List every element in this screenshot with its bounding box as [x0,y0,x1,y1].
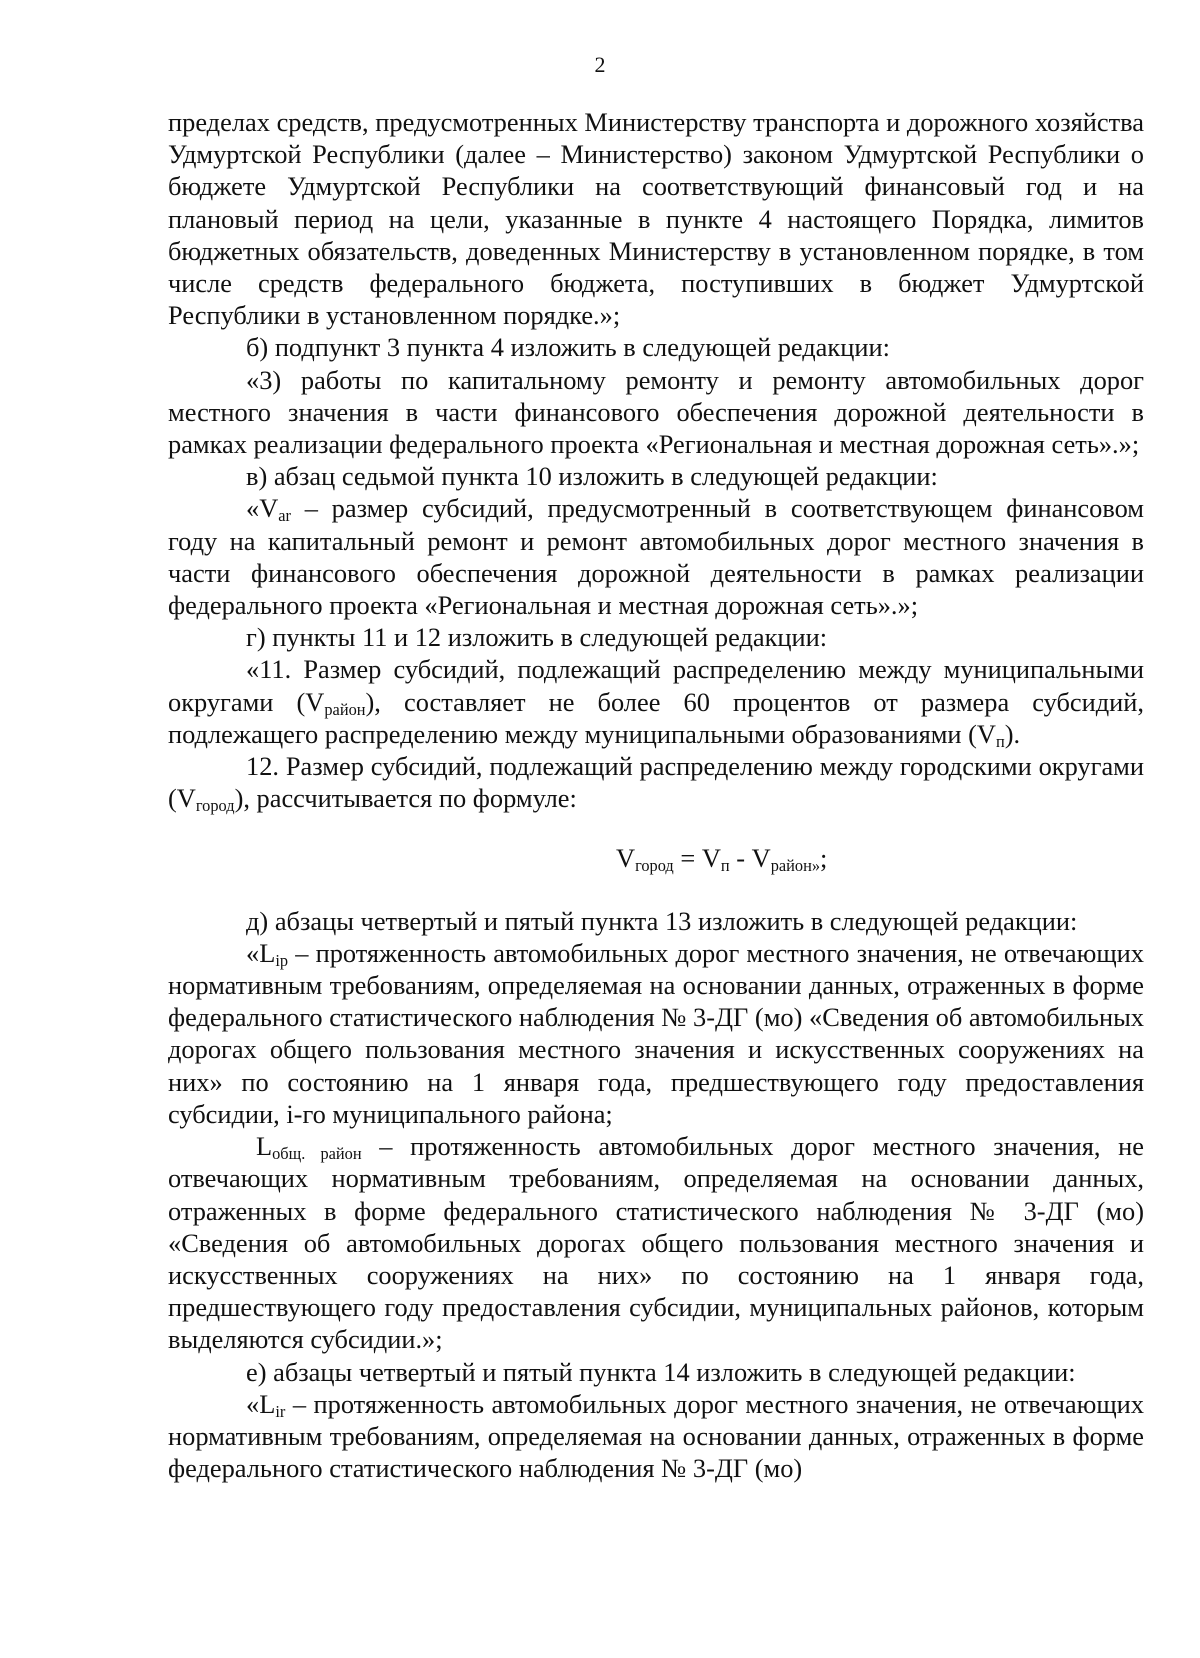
paragraph-amendment-g: г) пункты 11 и 12 изложить в следующей редакции: [246,622,828,653]
paragraph-continuation: пределах средств, предусмотренных Министерству транспорта и дорожного хозяйства Удмуртской Республики (далее – Министерство) законом Удмуртской Республики о бюджете Удмуртской Республики на соответствующий финансовый год и на плановый период на цели, указанные в пункте 4 настоящего Порядка, лимитов бюджетных обязательств, доведенных Министерству в установленном порядке, в том числе средств федерального бюджета, поступивших в бюджет Удмуртской Республики в установленном порядке.»; [168,107,1144,331]
paragraph-item-12: 12. Размер субсидий, подлежащий распределению между городскими округами $(V_{город})$, рассчитывается по формуле: [168,751,1144,816]
paragraph-item-3: «3) работы по капитальному ремонту и ремонту автомобильных дорог местного значения в части финансового обеспечения дорожной деятельности в рамках реализации федерального проекта «Региональная и местная дорожная сеть».»; [168,364,1144,460]
paragraph-amendment-b: б) подпункт 3 пункта 4 изложить в следующей редакции: [246,332,890,363]
paragraph-amendment-e: е) абзацы четвертый и пятый пункта 14 изложить в следующей редакции: [246,1356,1076,1387]
paragraph-lir-definition: «$L_{ir}$ – протяженность автомобильных дорог местного значения, не отвечающих нормативным требованиям, определяемая на основании данных, отраженных в форме федерального статистического наблюдения № 3-ДГ (мо) [168,1388,1144,1484]
paragraph-lobsch-definition: $L_{общ. район}$ – протяженность автомобильных дорог местного значения, не отвечающих нормативным требованиям, определяемая на основании данных, отраженных в форме федерального статистического наблюдения № 3-ДГ (мо) «Сведения об автомобильных дорогах общего пользования местного значения и искусственных сооружениях на них» по состоянию на 1 января года, предшествующего году предоставления субсидии, муниципальных районов, которым выделяются субсидии.»; [168,1131,1144,1355]
paragraph-amendment-v: в) абзац седьмой пункта 10 изложить в следующей редакции: [246,461,938,492]
page-number: 2 [594,52,606,77]
document-body [168,106,1144,1484]
formula: $V_{город} = V_п - V_{район»}$; [616,843,828,876]
paragraph-amendment-d: д) абзацы четвертый и пятый пункта 13 изложить в следующей редакции: [246,905,1078,936]
paragraph-var-definition: «$V_{ar}$ – размер субсидий, предусмотренный в соответствующем финансовом году на капитальный ремонт и ремонт автомобильных дорог местного значения в части финансового обеспечения дорожной деятельности в рамках реализации федерального проекта «Региональная и местная дорожная сеть».»; [168,493,1144,621]
paragraph-lip-definition: «$L_{ip}$ – протяженность автомобильных дорог местного значения, не отвечающих нормативным требованиям, определяемая на основании данных, отраженных в форме федерального статистического наблюдения № 3-ДГ (мо) «Сведения об автомобильных дорогах общего пользования местного значения и искусственных сооружениях на них» по состоянию на 1 января года, предшествующего году предоставления субсидии, i-го муниципального района; [168,937,1144,1129]
paragraph-item-11: «11. Размер субсидий, подлежащий распределению между муниципальными округами $(V_{район})$, составляет не более 60 процентов от размера субсидий, подлежащего распределению между муниципальными образованиями $(V_п)$. [168,654,1144,751]
